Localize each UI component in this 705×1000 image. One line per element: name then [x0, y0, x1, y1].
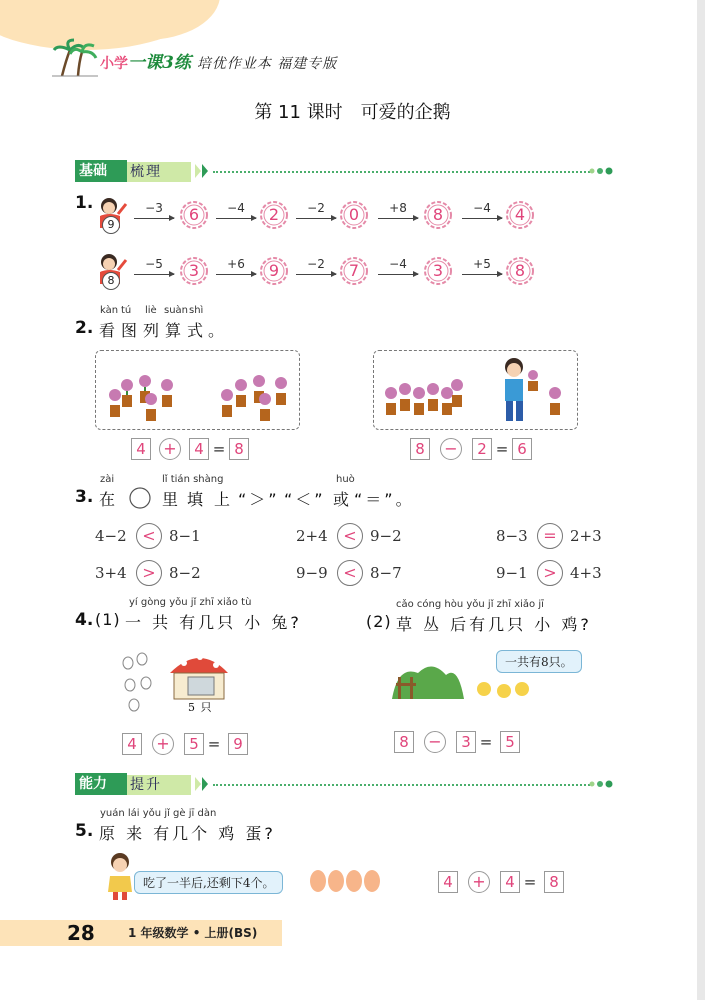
answer-box: 8: [394, 731, 414, 753]
question-4-2-label: (2): [366, 612, 392, 631]
question-5-text: 原 来 有几个 鸡 蛋?: [99, 824, 276, 843]
question-4-2-text: 草 丛 后有几只 小 鸡?: [396, 615, 592, 634]
dots-decoration: [588, 780, 614, 788]
pinyin: kàn: [100, 305, 119, 316]
chain-arrow: [462, 201, 502, 219]
chain-op: −2: [307, 257, 325, 271]
answer-box: 8: [544, 871, 564, 893]
question-3-text: 上: [214, 490, 234, 509]
pinyin: liè: [145, 305, 157, 316]
answer-box: 4: [131, 438, 151, 460]
brand-part-2: 一课3练: [128, 53, 191, 73]
question-4-1-label: (1): [95, 610, 121, 629]
question-3-text: 填: [187, 490, 207, 509]
equation-answer-q4-1: [122, 733, 262, 755]
comparison-left: 4−2: [95, 527, 127, 545]
flower-answer: [258, 199, 290, 231]
equals-sign: =: [479, 733, 493, 751]
section-tag: [75, 773, 195, 795]
section-banner-advanced: [75, 773, 620, 795]
comparison-sign: <: [337, 523, 363, 549]
question-3-text: “＝”。: [354, 490, 415, 509]
comparison-right: 8−2: [169, 564, 201, 582]
number-chain-row-2: [94, 252, 564, 292]
comparison-sign: <: [136, 523, 162, 549]
pinyin: shì: [189, 305, 204, 316]
chain-arrow: [462, 257, 502, 275]
question-2-char: 列: [143, 321, 163, 340]
comparison-left: 2+4: [296, 527, 328, 545]
question-3-text: 或: [333, 490, 353, 509]
page-number: 28: [67, 921, 95, 945]
question-2-char: 图: [121, 321, 141, 340]
answer-box: 6: [512, 438, 532, 460]
flower-answer: [422, 199, 454, 231]
chain-arrow: [134, 257, 174, 275]
eggs-icon: [308, 868, 384, 894]
chain-start-number: 8: [102, 272, 120, 290]
section-tag-light: 提升: [127, 775, 191, 795]
pinyin: lǐ tián shàng: [162, 474, 224, 485]
flower-answer: [338, 255, 370, 287]
boy-with-flower-pot-illustration: [374, 351, 579, 431]
question-2-number: 2.: [75, 318, 94, 338]
answer-box: 5: [500, 731, 520, 753]
flowers-picture-1: [95, 350, 300, 430]
flower-value: 6: [188, 205, 200, 224]
chain-arrow: [296, 201, 336, 219]
comparison-item: [95, 560, 215, 586]
comparison-left: 9−9: [296, 564, 328, 582]
equation-answer-q5: [438, 871, 578, 893]
pinyin: cǎo cóng hòu yǒu jǐ zhī xiǎo jī: [396, 599, 544, 610]
chain-arrow: [216, 257, 256, 275]
flower-value: 0: [348, 205, 360, 224]
answer-box: 3: [456, 731, 476, 753]
equals-sign: =: [207, 735, 221, 753]
book-header: [52, 38, 382, 78]
brand-part-3: 培优作业本 福建专版: [196, 56, 338, 72]
question-2-char: 。: [208, 321, 228, 340]
comparison-sign: =: [537, 523, 563, 549]
book-info: 1 年级数学 • 上册(BS): [128, 926, 258, 940]
pinyin: yí gòng yǒu jǐ zhī xiǎo tù: [129, 597, 252, 608]
blank-circle-icon: [128, 486, 152, 510]
comparison-item: [496, 523, 616, 549]
equation-answer-q2-1: [131, 438, 271, 460]
pinyin: suàn: [164, 305, 189, 316]
equals-sign: =: [495, 440, 509, 458]
flower-value: 4: [514, 205, 526, 224]
section-divider-line: [213, 784, 593, 786]
chain-op: +5: [473, 257, 491, 271]
comparison-sign: >: [136, 560, 162, 586]
question-3-text: 里: [162, 490, 182, 509]
chain-op: +8: [389, 201, 407, 215]
flower-answer: [504, 255, 536, 287]
flower-value: 3: [188, 261, 200, 280]
answer-operator: +: [159, 438, 181, 460]
pinyin: zài: [100, 474, 115, 485]
question-2-char: 算: [165, 321, 185, 340]
lesson-title: [0, 98, 705, 124]
chain-op: −3: [145, 201, 163, 215]
comparison-sign: >: [537, 560, 563, 586]
section-tag: [75, 160, 195, 182]
answer-box: 9: [228, 733, 248, 755]
chain-arrow: [134, 201, 174, 219]
comparison-right: 8−1: [169, 527, 201, 545]
flower-answer: [258, 255, 290, 287]
answer-box: 4: [122, 733, 142, 755]
answer-operator: +: [152, 733, 174, 755]
question-2-char: 式: [187, 321, 207, 340]
section-divider-line: [213, 171, 593, 173]
flower-pots-illustration: [96, 351, 301, 431]
chain-arrow: [296, 257, 336, 275]
chain-op: −2: [307, 201, 325, 215]
answer-box: 4: [438, 871, 458, 893]
lesson-name: 可爱的企鹅: [360, 102, 451, 123]
dots-decoration: [588, 167, 614, 175]
answer-box: 4: [189, 438, 209, 460]
chain-op: −4: [227, 201, 245, 215]
double-chevron-icon: [193, 162, 211, 180]
number-chain-row-1: [94, 196, 564, 236]
answer-box: 8: [410, 438, 430, 460]
speech-bubble: 吃了一半后,还剩下4个。: [134, 871, 283, 894]
chain-arrow: [216, 201, 256, 219]
brand-title: [100, 48, 337, 73]
section-banner-basic: [75, 160, 620, 182]
pinyin: tú: [121, 305, 132, 316]
flower-answer: [178, 199, 210, 231]
question-3-text: 在: [99, 490, 119, 509]
flower-answer: [504, 199, 536, 231]
page-edge: [697, 0, 705, 1000]
comparison-item: [296, 560, 416, 586]
question-5-number: 5.: [75, 821, 94, 841]
comparison-right: 4+3: [570, 564, 602, 582]
comparison-left: 3+4: [95, 564, 127, 582]
answer-operator: −: [440, 438, 462, 460]
comparison-right: 8−7: [370, 564, 402, 582]
palm-tree-icon: [52, 38, 98, 78]
comparison-item: [95, 523, 215, 549]
girl-illustration: [104, 852, 138, 902]
brand-part-1: 小学: [100, 56, 128, 72]
pinyin: huò: [336, 474, 355, 485]
rabbits-and-mushroom-house-illustration: [118, 645, 233, 717]
rabbit-count-caption: 5 只: [188, 701, 213, 714]
question-2-char: 看: [99, 321, 119, 340]
flower-answer: [422, 255, 454, 287]
answer-box: 5: [184, 733, 204, 755]
comparison-right: 9−2: [370, 527, 402, 545]
chain-op: −5: [145, 257, 163, 271]
equals-sign: =: [523, 873, 537, 891]
flower-value: 2: [268, 205, 280, 224]
equation-answer-q4-2: [394, 731, 534, 753]
comparison-item: [296, 523, 416, 549]
flower-value: 8: [514, 261, 526, 280]
chain-op: −4: [473, 201, 491, 215]
answer-operator: −: [424, 731, 446, 753]
comparison-left: 8−3: [496, 527, 528, 545]
answer-box: 4: [500, 871, 520, 893]
question-1-number: 1.: [75, 193, 94, 213]
question-3-text: “＞”: [238, 490, 280, 509]
pinyin: yuán lái yǒu jǐ gè jī dàn: [100, 808, 217, 819]
flowers-picture-2: [373, 350, 578, 430]
flower-value: 7: [348, 261, 360, 280]
comparison-left: 9−1: [496, 564, 528, 582]
chain-start-number: 9: [102, 216, 120, 234]
comparison-right: 2+3: [570, 527, 602, 545]
flower-answer: [178, 255, 210, 287]
section-tag-dark: 能力: [75, 773, 127, 795]
chain-op: −4: [389, 257, 407, 271]
equation-answer-q2-2: [410, 438, 550, 460]
question-3-text: “＜”: [284, 490, 326, 509]
answer-box: 8: [229, 438, 249, 460]
flower-value: 8: [432, 205, 444, 224]
lesson-number: 第 11 课时: [254, 102, 343, 123]
flower-value: 9: [268, 261, 280, 280]
comparison-sign: <: [337, 560, 363, 586]
chain-arrow: [378, 201, 418, 219]
flower-answer: [338, 199, 370, 231]
question-3-number: 3.: [75, 487, 94, 507]
equals-sign: =: [212, 440, 226, 458]
chain-op: +6: [227, 257, 245, 271]
chain-arrow: [378, 257, 418, 275]
answer-operator: +: [468, 871, 490, 893]
answer-box: 2: [472, 438, 492, 460]
double-chevron-icon: [193, 775, 211, 793]
section-tag-light: 梳理: [127, 162, 191, 182]
speech-bubble: 一共有8只。: [496, 650, 582, 673]
question-4-number: 4.: [75, 610, 94, 630]
comparison-item: [496, 560, 616, 586]
question-4-1-text: 一 共 有几只 小 兔?: [125, 613, 302, 632]
section-tag-dark: 基础: [75, 160, 127, 182]
flower-value: 3: [432, 261, 444, 280]
